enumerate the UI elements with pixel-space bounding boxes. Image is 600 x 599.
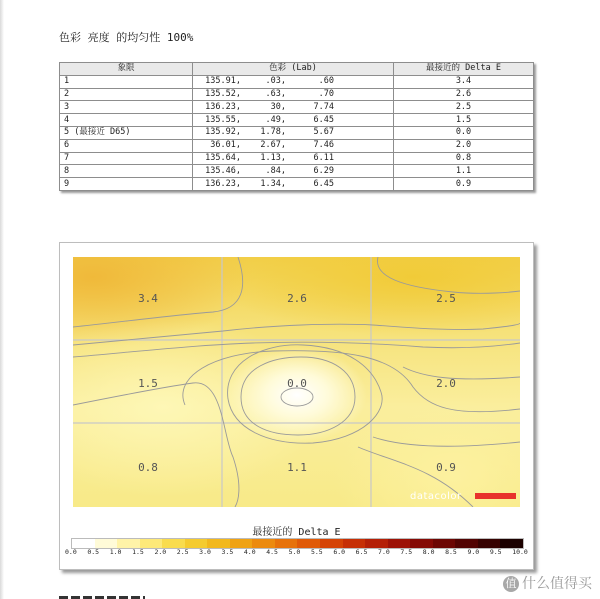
- delta-e-cell: 0.9: [394, 178, 534, 191]
- table-row: [60, 101, 534, 114]
- lab-b-value: 7.46: [313, 140, 334, 151]
- table-row: [60, 126, 534, 139]
- scale-swatch: [455, 539, 478, 548]
- lab-cell: [193, 101, 394, 114]
- scale-swatch: [162, 539, 185, 548]
- scale-tick-label: 1.5: [132, 548, 144, 556]
- lab-a-value: 1.13,: [260, 152, 286, 163]
- quadrant-cell: 8: [60, 165, 193, 178]
- lab-l-value: 135.52,: [205, 88, 241, 99]
- scale-tick-label: 0.5: [87, 548, 100, 556]
- lab-l-value: 136.23,: [205, 101, 241, 112]
- scale-tick-label: 7.5: [400, 548, 413, 556]
- lab-l-value: 135.64,: [205, 152, 241, 163]
- table-row: [60, 152, 534, 165]
- grid-value-5: 0.0: [287, 377, 307, 390]
- grid-value-3: 2.5: [436, 292, 456, 305]
- table-row: [60, 114, 534, 127]
- lab-l-value: 135.55,: [205, 114, 241, 125]
- scale-tick-label: 2.0: [154, 548, 167, 556]
- delta-e-cell: 2.5: [394, 101, 534, 114]
- scale-swatch: [95, 539, 118, 548]
- table-row: [60, 88, 534, 101]
- lab-l-value: 135.46,: [205, 165, 241, 176]
- uniformity-map-panel: [59, 242, 534, 570]
- lab-l-value: 136.23,: [205, 178, 241, 189]
- scale-tick-label: 0.0: [65, 548, 77, 556]
- lab-b-value: 6.29: [313, 165, 334, 176]
- table-header-row: [60, 63, 534, 76]
- lab-a-value: .63,: [265, 88, 286, 99]
- lab-a-value: 1.78,: [260, 127, 286, 138]
- scale-swatch: [500, 539, 523, 548]
- scale-tick-label: 4.5: [266, 548, 278, 556]
- grid-value-7: 0.8: [138, 461, 158, 474]
- header-lab: 色彩 (Lab): [193, 63, 394, 76]
- scale-swatch: [343, 539, 366, 548]
- scale-swatch: [320, 539, 343, 548]
- grid-value-2: 2.6: [287, 292, 307, 305]
- scale-swatch: [140, 539, 163, 548]
- lab-cell: [193, 139, 394, 152]
- quadrant-cell: 1: [60, 75, 193, 88]
- header-delta-e: 最接近的 Delta E: [394, 63, 534, 76]
- scale-swatch: [207, 539, 230, 548]
- scale-tick-label: 5.5: [310, 548, 323, 556]
- scale-swatch: [297, 539, 320, 548]
- scale-swatch: [230, 539, 253, 548]
- lab-b-value: 6.45: [313, 178, 334, 189]
- lab-cell: [193, 152, 394, 165]
- scale-swatch: [275, 539, 298, 548]
- delta-e-scale-ticks: [65, 548, 528, 558]
- page-title: 色彩 亮度 的均匀性 100%: [59, 31, 194, 44]
- watermark-text: 什么值得买: [522, 576, 592, 592]
- delta-e-cell: 0.0: [394, 126, 534, 139]
- scale-swatch: [72, 539, 95, 548]
- lab-b-value: 7.74: [313, 101, 334, 112]
- scale-tick-label: 6.0: [333, 548, 346, 556]
- grid-value-1: 3.4: [138, 292, 158, 305]
- scale-swatch: [433, 539, 456, 548]
- scale-swatch: [478, 539, 501, 548]
- scale-tick-label: 4.0: [243, 548, 256, 556]
- scale-tick-label: 5.0: [288, 548, 301, 556]
- quadrant-cell: 3: [60, 101, 193, 114]
- scale-swatch: [185, 539, 208, 548]
- grid-value-9: 0.9: [436, 461, 456, 474]
- table-row: [60, 75, 534, 88]
- lab-l-value: 36.01,: [210, 140, 241, 151]
- grid-value-6: 2.0: [436, 377, 456, 390]
- delta-e-cell: 1.1: [394, 165, 534, 178]
- lab-a-value: .03,: [265, 76, 286, 87]
- quadrant-cell: 7: [60, 152, 193, 165]
- page-edge: [0, 0, 4, 599]
- lab-a-value: 30,: [270, 101, 286, 112]
- table-row: [60, 139, 534, 152]
- lab-b-value: 6.11: [313, 152, 334, 163]
- lab-cell: [193, 126, 394, 139]
- legend-title: 最接近的 Delta E: [252, 527, 341, 538]
- scale-swatch: [117, 539, 140, 548]
- quadrant-cell: 5 (最接近 D65): [60, 126, 193, 139]
- scale-swatch: [365, 539, 388, 548]
- lab-a-value: .84,: [265, 165, 286, 176]
- uniformity-table: [59, 62, 534, 191]
- scale-tick-label: 8.0: [422, 548, 435, 556]
- scale-tick-label: 3.5: [221, 548, 234, 556]
- lab-cell: [193, 88, 394, 101]
- lab-l-value: 135.92,: [205, 127, 241, 138]
- datacolor-logo-bar: [475, 493, 516, 499]
- lab-cell: [193, 178, 394, 191]
- grid-value-8: 1.1: [287, 461, 307, 474]
- scale-tick-label: 10.0: [512, 548, 528, 556]
- lab-a-value: 1.34,: [260, 178, 286, 189]
- lab-b-value: .70: [318, 88, 334, 99]
- delta-e-cell: 2.6: [394, 88, 534, 101]
- datacolor-logo: datacolor: [410, 491, 462, 502]
- delta-e-cell: 1.5: [394, 114, 534, 127]
- quadrant-cell: 2: [60, 88, 193, 101]
- delta-e-cell: 2.0: [394, 139, 534, 152]
- scale-tick-label: 8.5: [445, 548, 457, 556]
- quadrant-cell: 6: [60, 139, 193, 152]
- grid-value-4: 1.5: [138, 377, 158, 390]
- scale-swatch: [388, 539, 411, 548]
- scale-tick-label: 6.5: [355, 548, 368, 556]
- lab-b-value: 5.67: [313, 127, 334, 138]
- lab-cell: [193, 165, 394, 178]
- lab-cell: [193, 75, 394, 88]
- lab-l-value: 135.91,: [205, 76, 241, 87]
- scale-tick-label: 3.0: [199, 548, 211, 556]
- table-row: [60, 165, 534, 178]
- watermark: [503, 573, 592, 593]
- scale-tick-label: 1.0: [109, 548, 122, 556]
- scale-swatch: [252, 539, 275, 548]
- quadrant-cell: 9: [60, 178, 193, 191]
- delta-e-cell: 0.8: [394, 152, 534, 165]
- table-row: [60, 178, 534, 191]
- scale-tick-label: 9.0: [467, 548, 480, 556]
- delta-e-cell: 3.4: [394, 75, 534, 88]
- lab-a-value: 2.67,: [260, 140, 286, 151]
- cutoff-next-heading: [59, 592, 159, 599]
- watermark-logo-icon: 值: [503, 576, 519, 592]
- lab-b-value: 6.45: [313, 114, 334, 125]
- header-quadrant: 象限: [60, 63, 193, 76]
- scale-swatch: [410, 539, 433, 548]
- lab-b-value: .60: [318, 76, 334, 87]
- lab-cell: [193, 114, 394, 127]
- quadrant-cell: 4: [60, 114, 193, 127]
- scale-tick-label: 9.5: [489, 548, 502, 556]
- scale-tick-label: 2.5: [176, 548, 189, 556]
- uniformity-heatmap: [73, 257, 520, 507]
- lab-a-value: .49,: [265, 114, 286, 125]
- scale-tick-label: 7.0: [378, 548, 390, 556]
